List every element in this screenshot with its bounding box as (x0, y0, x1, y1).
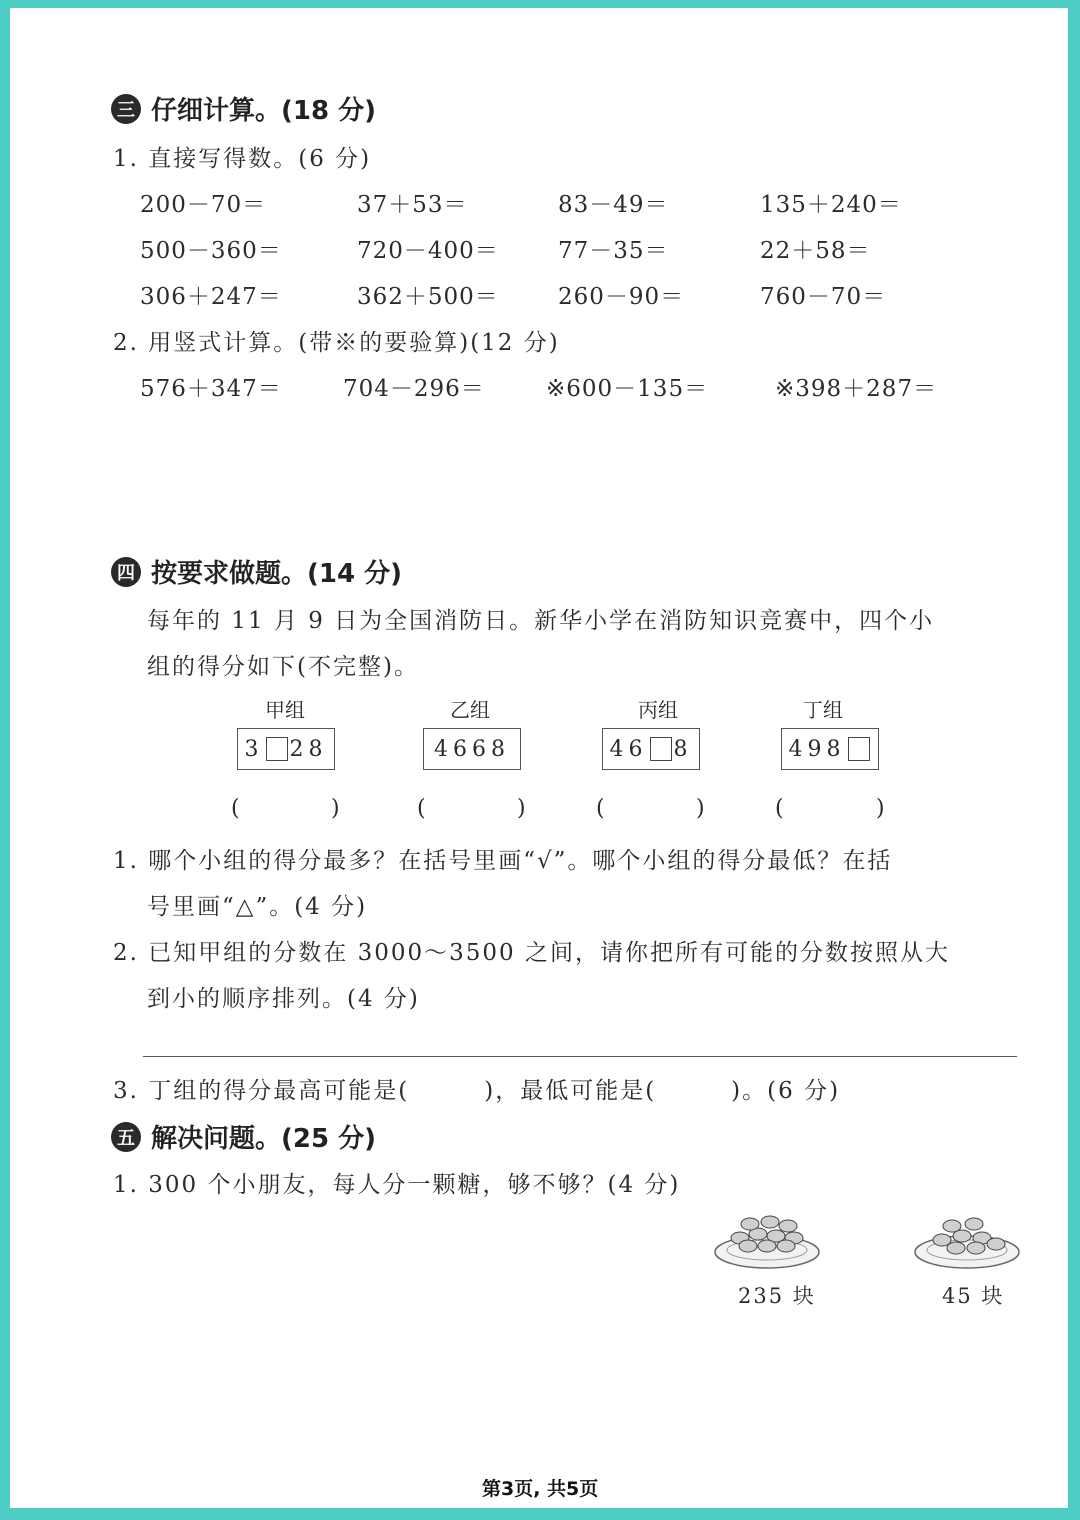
vertical-calc-item: 576＋347＝ (140, 376, 282, 402)
score-box-jia (237, 728, 335, 770)
candy-count-label: 45 块 (942, 1284, 1005, 1308)
calc-item: 83－49＝ (558, 192, 669, 218)
question-text: 2. 已知甲组的分数在 3000～3500 之间，请你把所有可能的分数按照从大 (113, 940, 950, 966)
calc-item: 22＋58＝ (760, 238, 871, 264)
section-number-badge: 五 (111, 1122, 141, 1152)
intro-text: 组的得分如下(不完整)。 (147, 654, 419, 680)
score-digits: 46 (609, 736, 648, 762)
calc-item: 135＋240＝ (760, 192, 902, 218)
question-heading: 1. 直接写得数。(6 分) (113, 146, 372, 172)
candy-plate-icon (912, 1208, 1022, 1272)
score-digits: 28 (289, 736, 328, 762)
vertical-calc-item: 704－296＝ (343, 376, 485, 402)
score-digits: 3 (244, 736, 264, 762)
calc-item: 500－360＝ (140, 238, 282, 264)
score-digits: 8 (673, 736, 693, 762)
question-text: 3. 丁组的得分最高可能是( )，最低可能是( )。(6 分) (113, 1078, 841, 1104)
section-4-header (111, 553, 402, 590)
candy-count-label: 235 块 (738, 1284, 816, 1308)
answer-paren-open: ( (596, 796, 605, 821)
group-label: 丙组 (638, 698, 678, 722)
calc-item: 760－70＝ (760, 284, 887, 310)
calc-item: 37＋53＝ (357, 192, 468, 218)
blank-digit-box[interactable] (650, 737, 672, 761)
score-digits: 4668 (434, 736, 510, 762)
question-text: 1. 300 个小朋友，每人分一颗糖，够不够？(4 分) (113, 1172, 681, 1198)
blank-digit-box[interactable] (266, 737, 288, 761)
intro-text: 每年的 11 月 9 日为全国消防日。新华小学在消防知识竞赛中，四个小 (147, 608, 935, 634)
answer-paren-close: ) (876, 796, 885, 821)
answer-line[interactable] (143, 1056, 1017, 1057)
vertical-calc-item: ※600－135＝ (546, 376, 709, 402)
section-title: 按要求做题。(14 分) (151, 559, 402, 589)
answer-paren-open: ( (231, 796, 240, 821)
question-text: 到小的顺序排列。(4 分) (147, 986, 420, 1012)
section-title: 解决问题。(25 分) (151, 1124, 376, 1154)
score-box-yi (423, 728, 521, 770)
group-label: 甲组 (265, 698, 305, 722)
calc-item: 306＋247＝ (140, 284, 282, 310)
group-label: 丁组 (803, 698, 843, 722)
vertical-calc-item: ※398＋287＝ (775, 376, 938, 402)
blank-digit-box[interactable] (848, 737, 870, 761)
page-number: 第3页, 共5页 (482, 1478, 599, 1500)
worksheet-page (10, 8, 1068, 1508)
answer-paren-close: ) (517, 796, 526, 821)
group-label: 乙组 (450, 698, 490, 722)
score-box-ding (781, 728, 879, 770)
answer-paren-open: ( (775, 796, 784, 821)
score-box-bing (602, 728, 700, 770)
question-heading: 2. 用竖式计算。(带※的要验算)(12 分) (113, 330, 560, 356)
answer-paren-open: ( (417, 796, 426, 821)
question-text: 1. 哪个小组的得分最多？在括号里画“√”。哪个小组的得分最低？在括 (113, 848, 893, 874)
section-3-header (111, 90, 376, 127)
calc-item: 200－70＝ (140, 192, 267, 218)
score-digits: 498 (788, 736, 846, 762)
calc-item: 720－400＝ (357, 238, 499, 264)
section-number-badge: 三 (111, 94, 141, 124)
answer-paren-close: ) (696, 796, 705, 821)
section-title: 仔细计算。(18 分) (151, 96, 376, 126)
calc-item: 260－90＝ (558, 284, 685, 310)
calc-item: 362＋500＝ (357, 284, 499, 310)
candy-plate-icon (712, 1208, 822, 1272)
answer-paren-close: ) (331, 796, 340, 821)
section-5-header (111, 1118, 376, 1155)
calc-item: 77－35＝ (558, 238, 669, 264)
section-number-badge: 四 (111, 557, 141, 587)
question-text: 号里画“△”。(4 分) (147, 894, 368, 920)
